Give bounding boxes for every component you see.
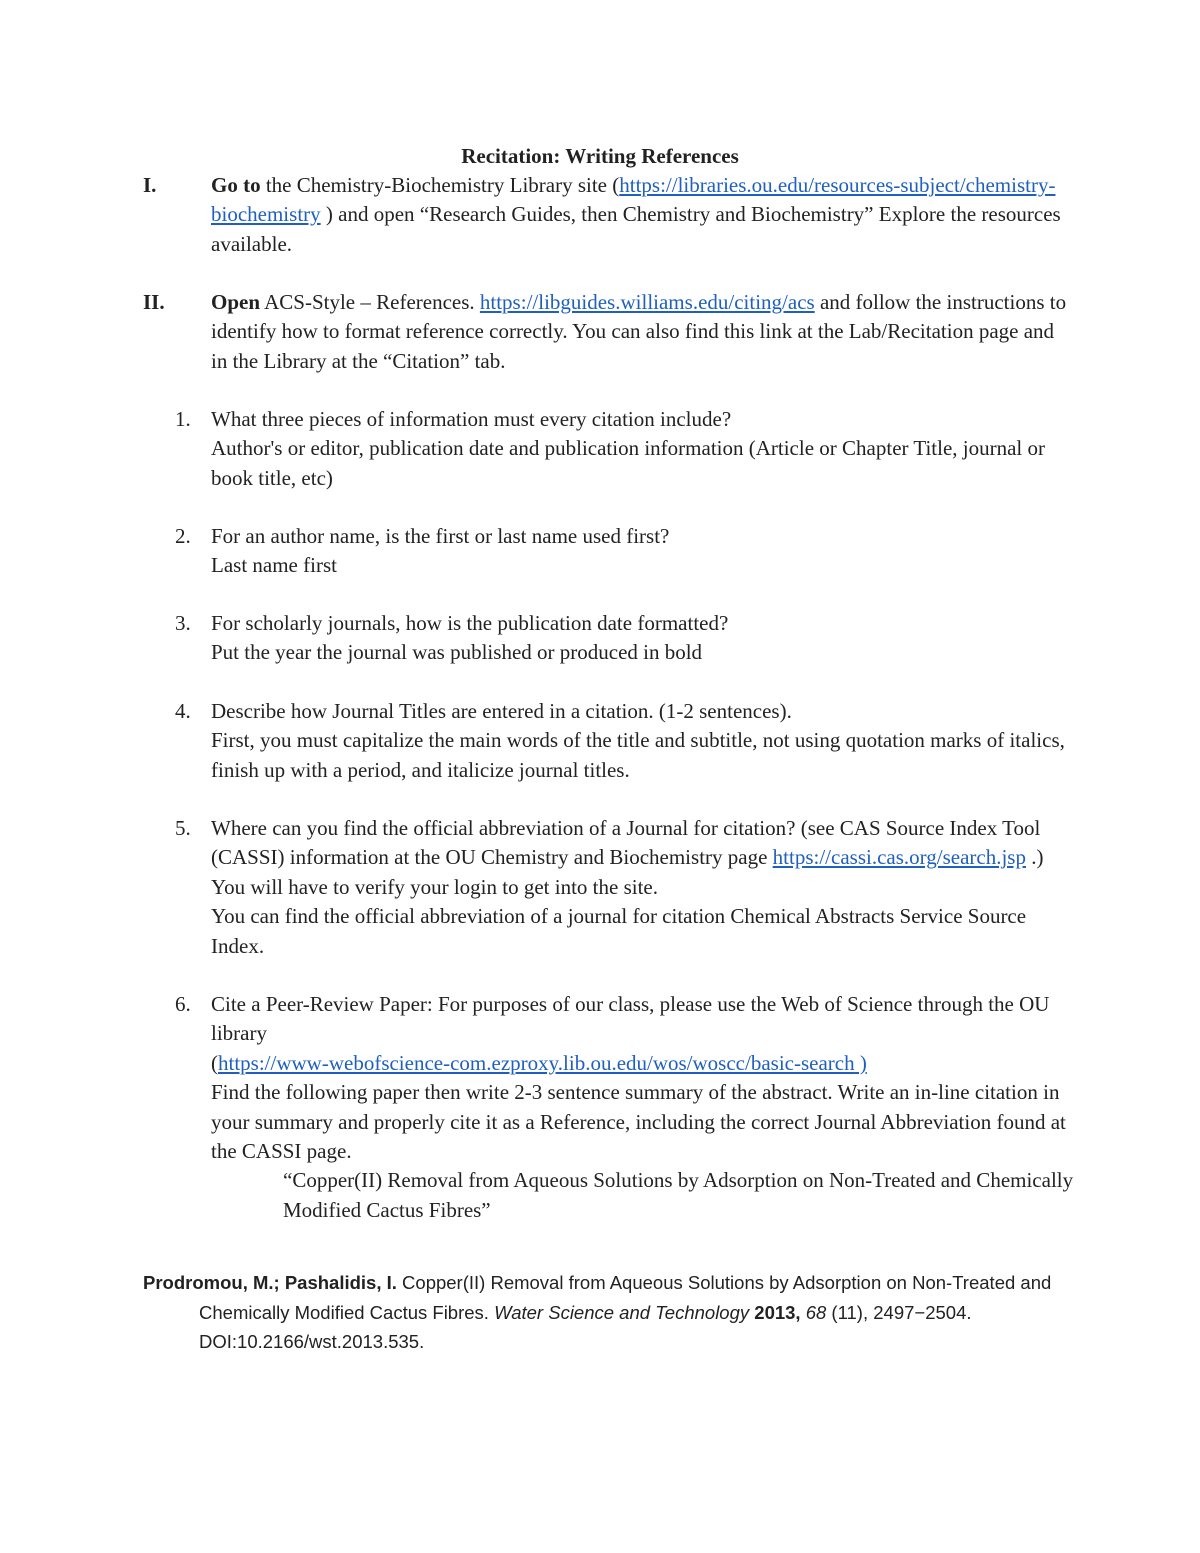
question-number: 2. [175, 524, 191, 548]
instructions-text: Find the following paper then write 2-3 sentence summary of the abstract. Write an in-line citation in your summary and properly cite it as a Reference, including the correct Journal Abbreviation found at the CASSI page. [211, 1080, 1066, 1164]
question-text: Cite a Peer-Review Paper: For purposes of our class, please use the Web of Science through the OU library [211, 992, 1050, 1046]
acs-style-link[interactable]: https://libguides.williams.edu/citing/acs [479, 290, 815, 314]
reference-issue-pages: (11), 2497−2504. [826, 1301, 972, 1323]
section-2-text-b: and follow the instructions to identify how to format reference correctly. You can also find this link at the Lab/Recitation page and in the Library at the “Citation” tab. [211, 290, 1067, 373]
reference-volume: 68 [800, 1301, 827, 1323]
question-text: For an author name, is the first or last name used first? [211, 524, 670, 548]
reference-authors: Prodromou, M.; Pashalidis, I. [143, 1272, 397, 1293]
question-text [211, 814, 1075, 902]
reference-year: 2013, [749, 1301, 801, 1323]
question-text: For scholarly journals, how is the publication date formatted? [211, 611, 729, 635]
page-title: Recitation: Writing References [461, 144, 739, 168]
section-2-lead: Open [211, 290, 261, 314]
section-2-numeral: II. [143, 290, 165, 314]
section-2-text-a: ACS-Style – References. [260, 290, 480, 314]
question-text-after-link: .) You will have to verify your login to get into the site. [211, 845, 1044, 899]
web-of-science-link-close[interactable]: ) [854, 1050, 867, 1075]
answer-text: You can find the official abbreviation of a journal for citation Chemical Abstracts Service Source Index. [211, 904, 1027, 958]
section-1-text-b: ) and open “Research Guides, then Chemistry and Biochemistry” Explore the resources available. [211, 202, 1061, 256]
question-text: Describe how Journal Titles are entered in a citation. (1-2 sentences). [211, 699, 792, 723]
paper-title-quote: “Copper(II) Removal from Aqueous Solutions by Adsorption on Non-Treated and Chemically Modified Cactus Fibres” [283, 1168, 1074, 1222]
section-1-body [211, 171, 1071, 259]
reference-doi: DOI:10.2166/wst.2013.535. [199, 1331, 425, 1352]
question-number: 5. [175, 816, 191, 840]
answer-text: Author's or editor, publication date and publication information (Article or Chapter Title, journal or book title, etc) [211, 436, 1046, 490]
question-text: What three pieces of information must every citation include? [211, 407, 732, 431]
question-text-main: Where can you find the official abbreviation of a Journal for citation? (see CAS Source Index Tool (CASSI) information at the OU Chemistry and Biochemistry page [211, 816, 1041, 870]
section-1-text-a: the Chemistry-Biochemistry Library site ( [260, 173, 620, 197]
reference-citation [143, 1268, 1129, 1357]
section-1-lead: Go to [211, 173, 261, 197]
answer-text: First, you must capitalize the main words of the title and subtitle, not using quotation marks of italics, finish up with a period, and italicize journal titles. [211, 728, 1065, 782]
library-site-link[interactable]: https://libraries.ou.edu/resources-subject/chemistry-biochemistry [211, 173, 1056, 227]
answer-text: Last name first [211, 553, 337, 578]
question-number: 1. [175, 407, 191, 431]
question-number: 6. [175, 992, 191, 1016]
web-of-science-link[interactable]: https://www-webofscience-com.ezproxy.lib.ou.edu/wos/woscc/basic-search [218, 1050, 855, 1075]
web-of-science-link-line: (https://www-webofscience-com.ezproxy.lib.ou.edu/wos/woscc/basic-search ) [211, 1050, 867, 1075]
section-1-numeral: I. [143, 173, 157, 197]
reference-journal: Water Science and Technology [494, 1301, 750, 1323]
cassi-link[interactable]: https://cassi.cas.org/search.jsp [772, 845, 1026, 870]
question-number: 4. [175, 699, 191, 723]
reference-title: Copper(II) Removal from Aqueous Solutions by Adsorption on Non-Treated and Chemically Modified Cactus Fibres. [199, 1272, 1052, 1323]
answer-text: Put the year the journal was published or produced in bold [211, 640, 703, 665]
question-number: 3. [175, 611, 191, 635]
section-2-body [211, 288, 1071, 376]
